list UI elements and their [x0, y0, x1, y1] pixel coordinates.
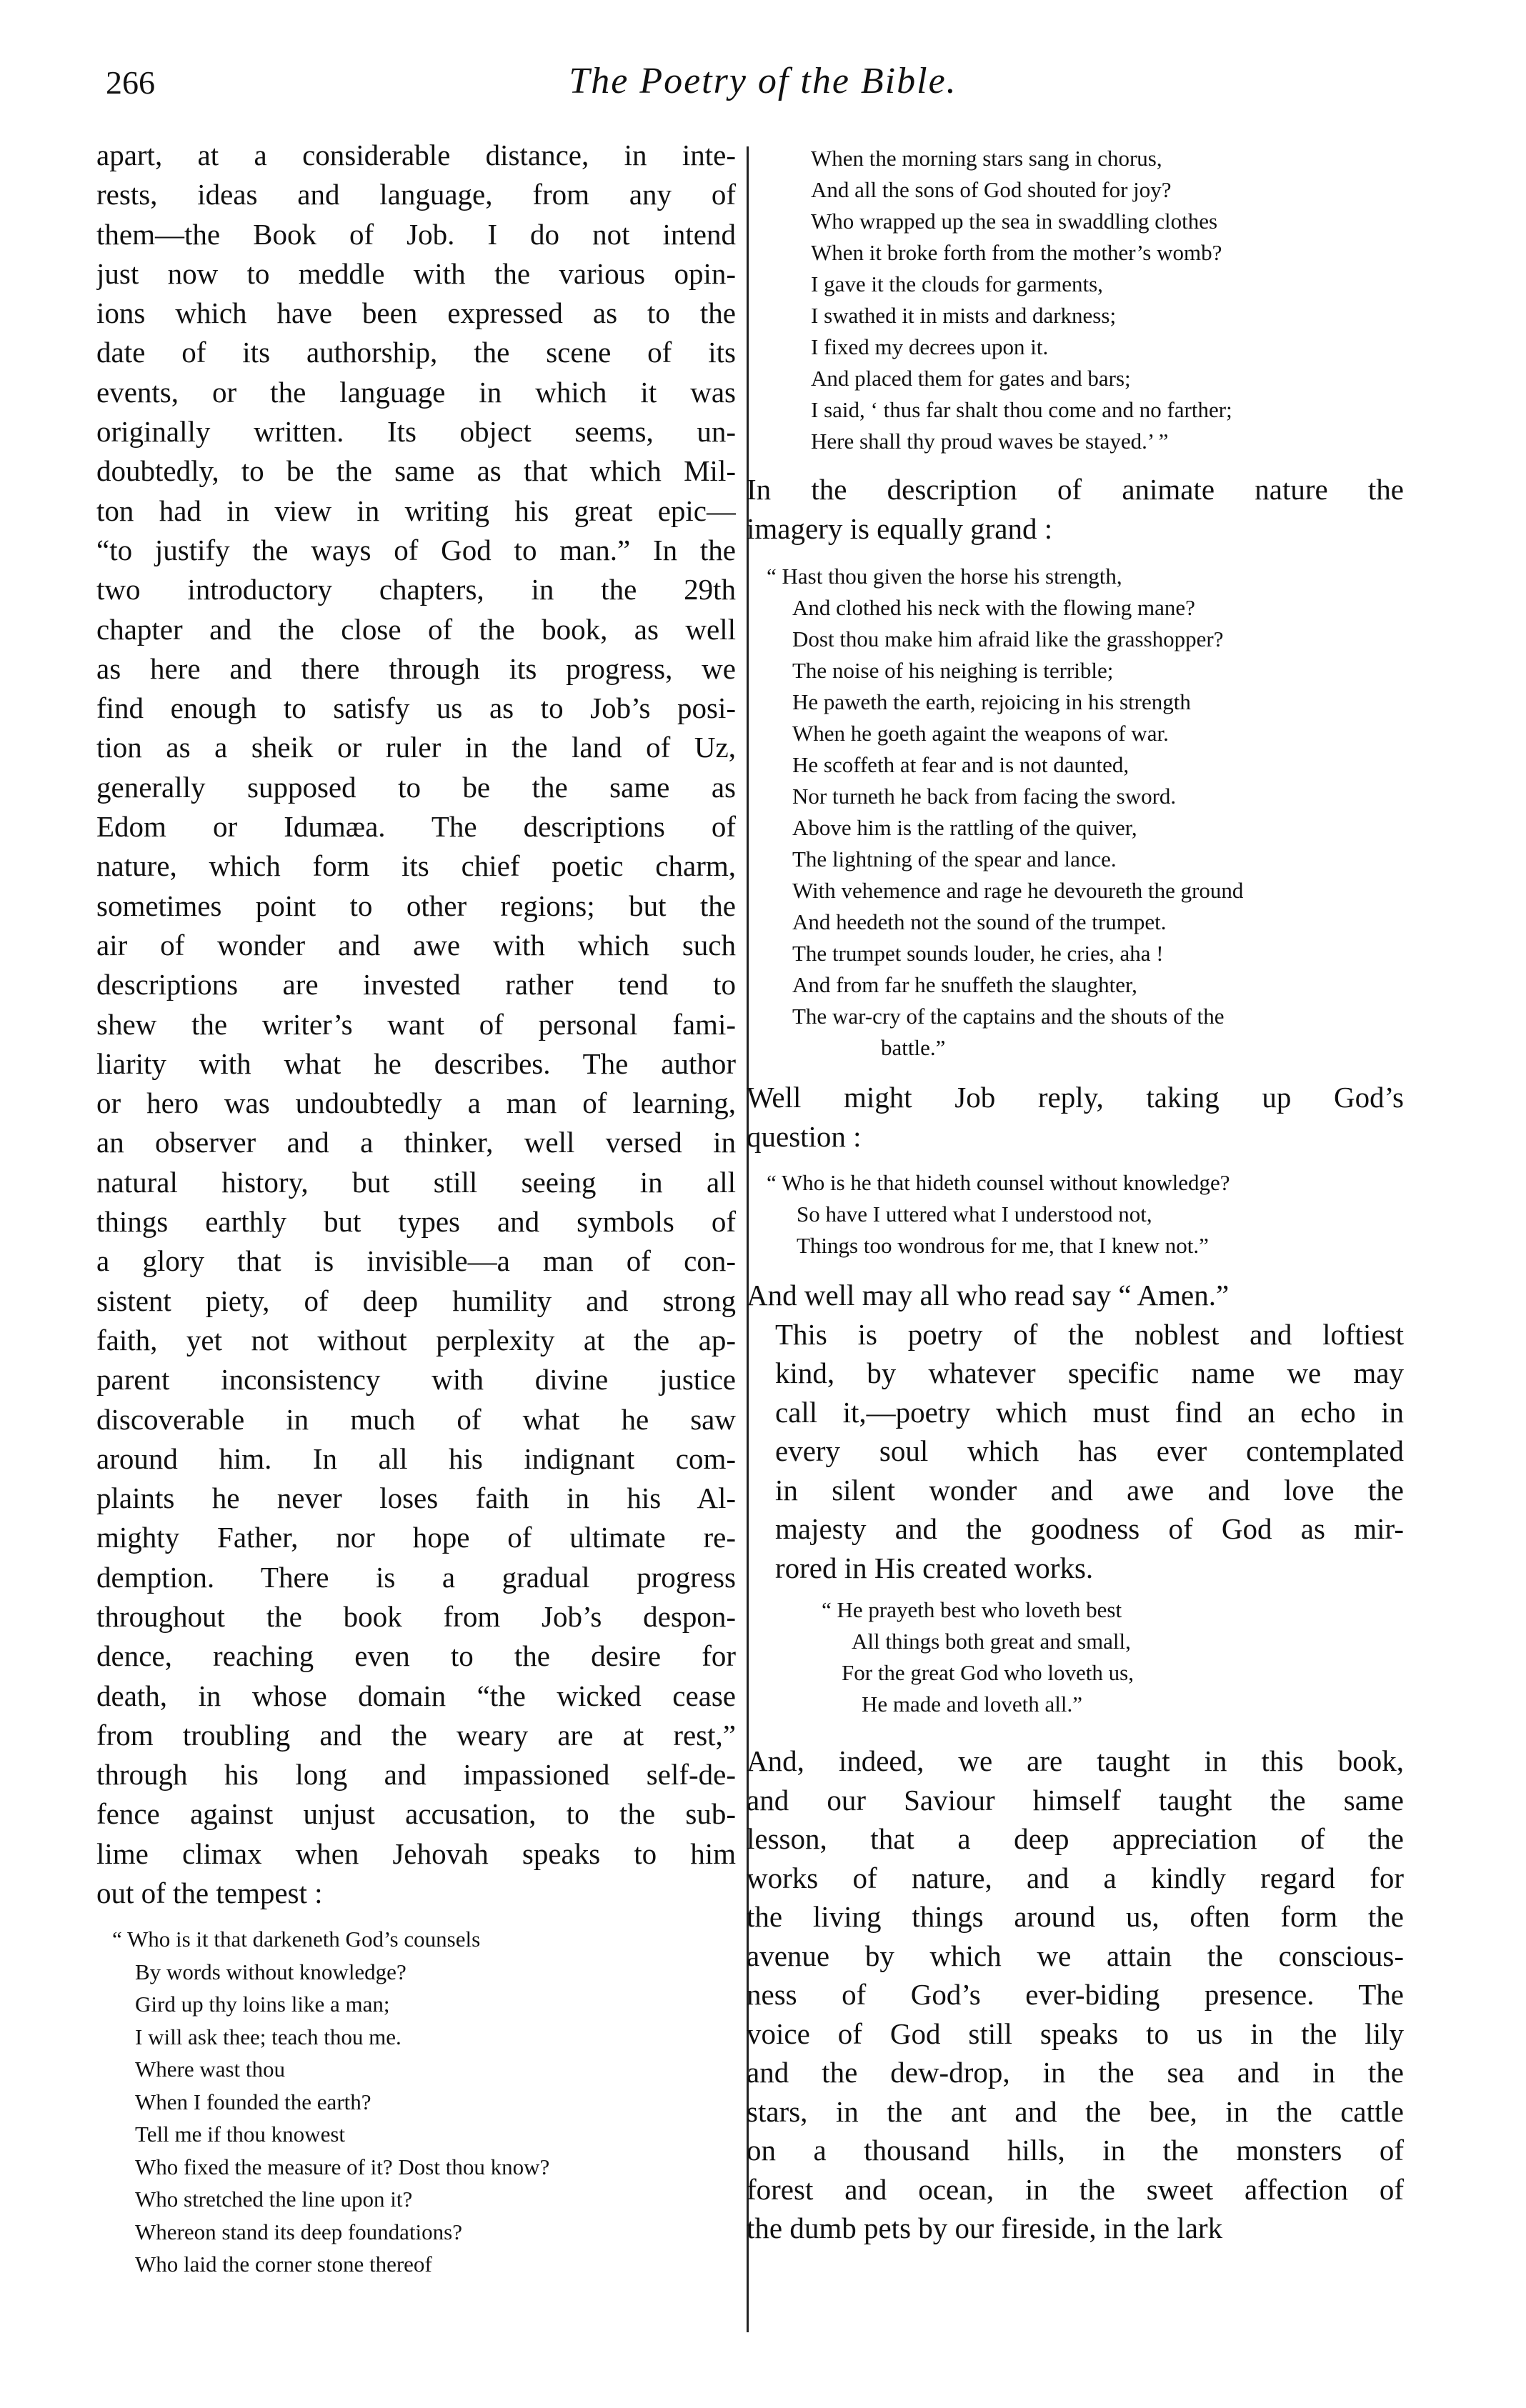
text-line: doubtedly, to be the same as that which Mil-	[96, 454, 736, 488]
text-line: them—the Book of Job. I do not intend	[96, 217, 736, 251]
text-line: avenue by which we attain the conscious-	[747, 1939, 1404, 1972]
verse-line: Here shall thy proud waves be stayed.’ ”	[811, 429, 1169, 454]
text-line: lime climax when Jehovah speaks to him	[96, 1837, 736, 1870]
job-introduction-paragraph	[96, 136, 736, 1913]
animate-nature-paragraph	[747, 470, 1404, 548]
text-line: sometimes point to other regions; but the	[96, 889, 736, 922]
prayer-verse	[747, 1594, 1404, 1720]
text-line: And well may all who read say “ Amen.”	[747, 1279, 1230, 1312]
verse-line: For the great God who loveth us,	[842, 1660, 1134, 1685]
text-line: in silent wonder and awe and love the	[775, 1473, 1404, 1507]
text-line: kind, by whatever specific name we may	[775, 1357, 1404, 1389]
text-line: apart, at a considerable distance, in inte-	[96, 139, 736, 171]
verse-line: I will ask thee; teach thou me.	[135, 2024, 402, 2049]
verse-line: When I founded the earth?	[135, 2089, 371, 2114]
verse-line: Where wast thou	[135, 2057, 286, 2082]
text-line: Well might Job reply, taking up God’s	[747, 1081, 1404, 1114]
amen-paragraph	[747, 1276, 1404, 1315]
text-line: parent inconsistency with divine justice	[96, 1363, 736, 1397]
verse-line: “ Who is it that darkeneth God’s counsels	[112, 1927, 481, 1952]
verse-line: So have I uttered what I understood not,	[797, 1201, 1152, 1227]
verse-line: Who laid the corner stone thereof	[135, 2252, 432, 2277]
job-reply-verse	[747, 1167, 1404, 1262]
left-column	[96, 136, 736, 2386]
verse-line: “ He prayeth best who loveth best	[822, 1597, 1122, 1622]
verse-line: By words without knowledge?	[135, 1959, 407, 1984]
text-line: two introductory chapters, in the 29th	[96, 573, 736, 606]
text-line: find enough to satisfy us as to Job’s posi-	[96, 691, 736, 725]
text-line: and our Saviour himself taught the same	[747, 1783, 1404, 1817]
verse-line: Dost thou make him afraid like the grasshopper?	[792, 626, 1224, 651]
text-line: just now to meddle with the various opin-	[96, 256, 736, 290]
verse-line: “ Hast thou given the horse his strength,	[767, 564, 1122, 589]
text-line: out of the tempest :	[96, 1877, 323, 1910]
text-line: demption. There is a gradual progress	[96, 1560, 736, 1594]
text-line: forest and ocean, in the sweet affection of	[747, 2172, 1404, 2206]
text-line: And, indeed, we are taught in this book,	[747, 1744, 1404, 1777]
text-line: imagery is equally grand :	[747, 511, 1053, 545]
verse-line: I gave it the clouds for garments,	[811, 271, 1103, 296]
verse-line: And clothed his neck with the flowing mane?	[792, 595, 1195, 620]
text-line: This is poetry of the noblest and loftiest	[775, 1317, 1404, 1351]
text-line: through his long and impassioned self-de-	[96, 1758, 736, 1792]
text-line: events, or the language in which it was	[96, 375, 736, 409]
nature-appreciation-paragraph	[747, 1742, 1404, 2248]
verse-line: The trumpet sounds louder, he cries, aha !	[792, 941, 1164, 966]
verse-line: He made and loveth all.”	[862, 1692, 1083, 1717]
verse-line: And all the sons of God shouted for joy?	[811, 177, 1172, 202]
text-line: ton had in view in writing his great epic—	[96, 494, 736, 527]
verse-line: Nor turneth he back from facing the sword.	[792, 784, 1177, 809]
text-line: chapter and the close of the book, as well	[96, 612, 736, 646]
horse-verse	[747, 561, 1404, 1064]
text-line: sistent piety, of deep humility and strong	[96, 1284, 736, 1317]
verse-line: I swathed it in mists and darkness;	[811, 303, 1117, 328]
text-line: tion as a sheik or ruler in the land of Uz,	[96, 731, 736, 764]
text-line: liarity with what he describes. The author	[96, 1046, 736, 1080]
verse-line: The war-cry of the captains and the shouts of the	[792, 1004, 1225, 1029]
verse-line: Tell me if thou knowest	[135, 2122, 346, 2147]
text-line: faith, yet not without perplexity at the ap-	[96, 1323, 736, 1357]
text-line: mighty Father, nor hope of ultimate re-	[96, 1521, 736, 1554]
page-number: 266	[106, 64, 155, 101]
verse-line: I fixed my decrees upon it.	[811, 334, 1049, 359]
verse-line: When the morning stars sang in chorus,	[811, 146, 1162, 171]
verse-line: “ Who is he that hideth counsel without knowledge?	[767, 1170, 1230, 1195]
text-line: the living things around us, often form the	[747, 1900, 1404, 1933]
text-line: lesson, that a deep appreciation of the	[747, 1822, 1404, 1855]
verse-line: The lightning of the spear and lance.	[792, 846, 1117, 871]
text-line: rored in His created works.	[775, 1551, 1094, 1584]
text-line: majesty and the goodness of God as mir-	[775, 1512, 1404, 1545]
text-line: nature, which form its chief poetic charm,	[96, 849, 736, 883]
text-line: plaints he never loses faith in his Al-	[96, 1482, 736, 1515]
text-line: around him. In all his indignant com-	[96, 1442, 736, 1475]
verse-line: He paweth the earth, rejoicing in his strength	[792, 689, 1191, 714]
text-line: death, in whose domain “the wicked cease	[96, 1679, 736, 1712]
verse-line: Who fixed the measure of it? Dost thou know?	[135, 2154, 550, 2179]
text-line: a glory that is invisible—a man of con-	[96, 1244, 736, 1278]
text-line: question :	[747, 1119, 862, 1153]
verse-line: Who wrapped up the sea in swaddling clothes	[811, 209, 1218, 234]
text-line: from troubling and the weary are at rest,”	[96, 1718, 736, 1752]
job-reply-paragraph	[747, 1078, 1404, 1156]
right-column	[747, 143, 1404, 2393]
text-line: ions which have been expressed as to the	[96, 296, 736, 330]
verse-line: Whereon stand its deep foundations?	[135, 2219, 462, 2244]
text-line: Edom or Idumæa. The descriptions of	[96, 810, 736, 844]
verse-line: battle.”	[881, 1035, 946, 1060]
text-line: rests, ideas and language, from any of	[96, 178, 736, 211]
verse-line: Above him is the rattling of the quiver,	[792, 815, 1137, 840]
text-line: voice of God still speaks to us in the lily	[747, 2017, 1404, 2050]
verse-line: When it broke forth from the mother’s womb?	[811, 240, 1222, 265]
verse-line: And heedeth not the sound of the trumpet.	[792, 909, 1167, 934]
verse-line: And placed them for gates and bars;	[811, 366, 1131, 391]
text-line: fence against unjust accusation, to the sub-	[96, 1797, 736, 1831]
text-line: ness of God’s ever-biding presence. The	[747, 1978, 1404, 2011]
text-line: the dumb pets by our fireside, in the lark	[747, 2212, 1223, 2244]
text-line: things earthly but types and symbols of	[96, 1205, 736, 1239]
text-line: an observer and a thinker, well versed in	[96, 1126, 736, 1159]
text-line: every soul which has ever contemplated	[775, 1434, 1404, 1467]
creation-verse	[747, 143, 1404, 457]
verse-line: Who stretched the line upon it?	[135, 2187, 413, 2212]
verse-line: And from far he snuffeth the slaughter,	[792, 972, 1137, 997]
text-line: natural history, but still seeing in all	[96, 1165, 736, 1199]
verse-line: With vehemence and rage he devoureth the ground	[792, 878, 1244, 903]
text-line: discoverable in much of what he saw	[96, 1402, 736, 1436]
verse-line: Gird up thy loins like a man;	[135, 1992, 390, 2017]
text-line: throughout the book from Job’s despon-	[96, 1599, 736, 1633]
text-line: date of its authorship, the scene of its	[96, 336, 736, 369]
text-line: on a thousand hills, in the monsters of	[747, 2134, 1404, 2167]
text-line: originally written. Its object seems, un-	[96, 415, 736, 449]
text-line: dence, reaching even to the desire for	[96, 1639, 736, 1673]
verse-line: The noise of his neighing is terrible;	[792, 658, 1114, 683]
text-line: “to justify the ways of God to man.” In the	[96, 533, 736, 566]
text-line: as here and there through its progress, we	[96, 651, 736, 685]
text-line: stars, in the ant and the bee, in the cattle	[747, 2094, 1404, 2128]
verse-line: All things both great and small,	[852, 1629, 1131, 1654]
verse-line: Things too wondrous for me, that I knew not.”	[797, 1233, 1209, 1258]
running-title: The Poetry of the Bible.	[569, 61, 957, 101]
text-line: generally supposed to be the same as	[96, 770, 736, 804]
verse-line: He scoffeth at fear and is not daunted,	[792, 752, 1129, 777]
text-line: works of nature, and a kindly regard for	[747, 1861, 1404, 1894]
text-line: In the description of animate nature the	[747, 473, 1404, 506]
verse-line: I said, ‘ thus far shalt thou come and no farther;	[811, 397, 1232, 422]
tempest-verse	[96, 1923, 736, 2281]
text-line: air of wonder and awe with which such	[96, 928, 736, 961]
text-line: and the dew-drop, in the sea and in the	[747, 2056, 1404, 2089]
noblest-poetry-paragraph	[747, 1315, 1404, 1588]
text-line: or hero was undoubtedly a man of learning,	[96, 1086, 736, 1120]
verse-line: When he goeth againt the weapons of war.	[792, 721, 1169, 746]
text-line: descriptions are invested rather tend to	[96, 968, 736, 1001]
text-line: call it,—poetry which must find an echo in	[775, 1395, 1404, 1429]
text-line: shew the writer’s want of personal fami-	[96, 1007, 736, 1041]
